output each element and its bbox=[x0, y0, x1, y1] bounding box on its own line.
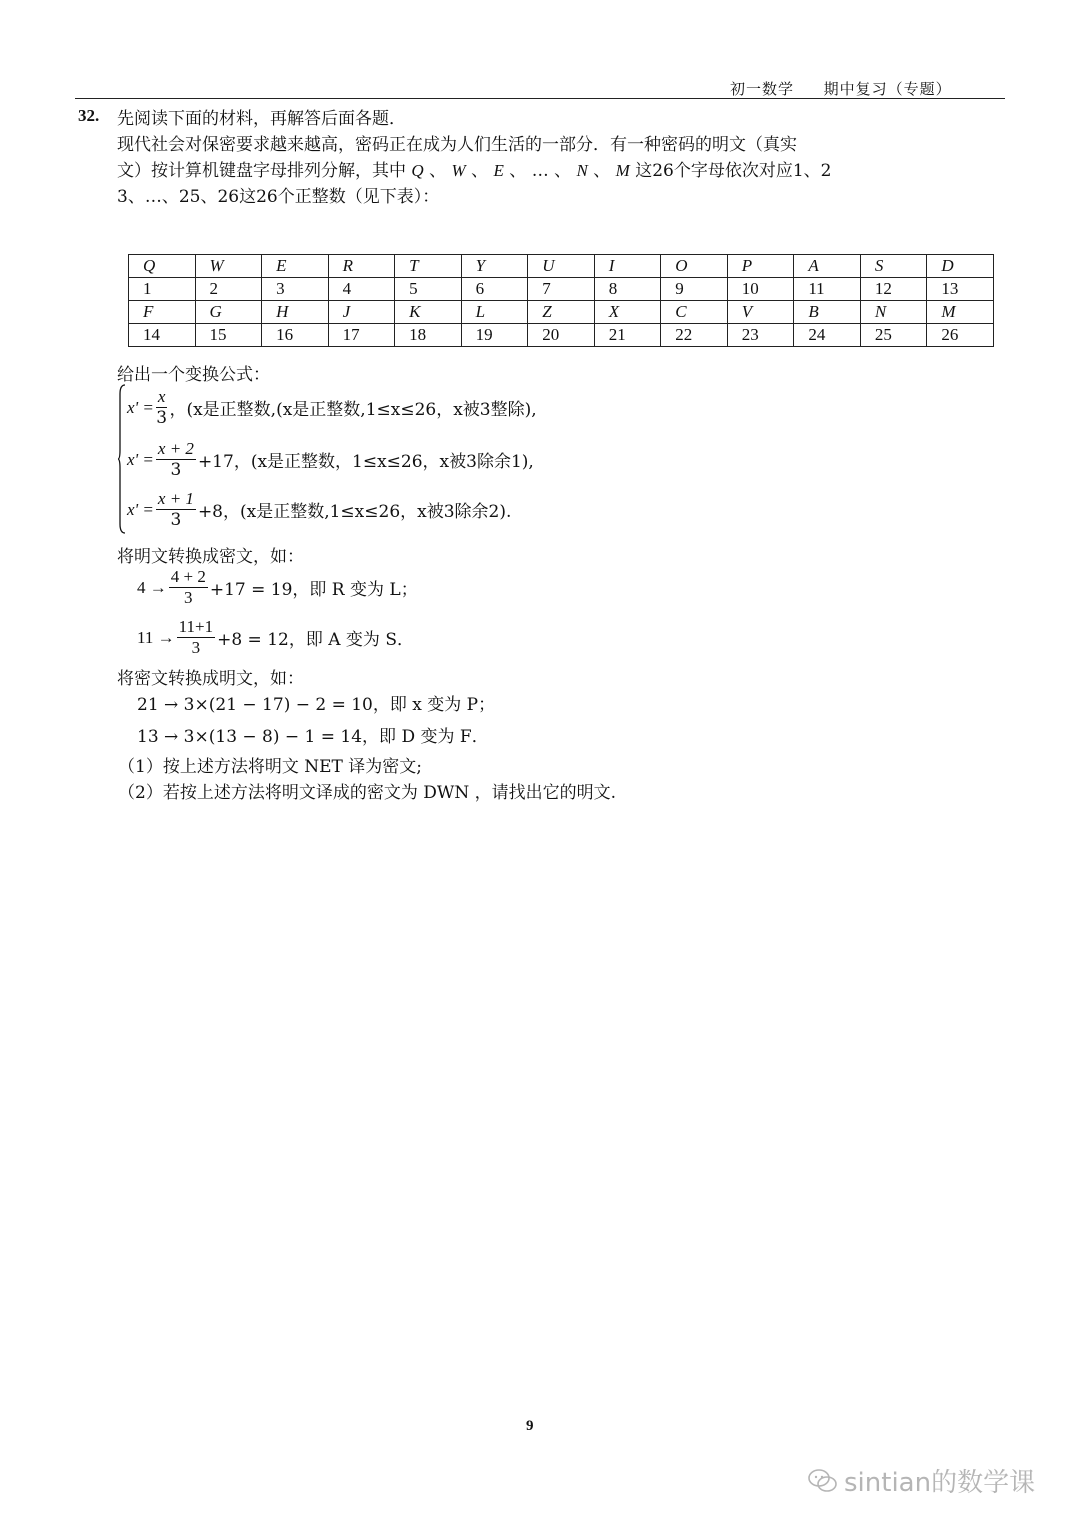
fraction bbox=[169, 568, 208, 607]
table-cell-number: 11 bbox=[794, 278, 861, 301]
table-cell-number: 21 bbox=[594, 324, 661, 347]
formula-case-1 bbox=[127, 388, 537, 427]
table-cell-letter: H bbox=[262, 301, 329, 324]
table-cell-number: 15 bbox=[195, 324, 262, 347]
fraction bbox=[156, 490, 196, 529]
watermark bbox=[808, 1462, 1035, 1499]
table-cell-number: 3 bbox=[262, 278, 329, 301]
table-cell-number: 18 bbox=[395, 324, 462, 347]
table-cell-letter: E bbox=[262, 255, 329, 278]
letter-e: E bbox=[493, 161, 504, 180]
table-cell-number: 14 bbox=[129, 324, 196, 347]
encrypt-example-2 bbox=[137, 618, 414, 657]
header-rule bbox=[75, 98, 1005, 99]
table-cell-number: 25 bbox=[860, 324, 927, 347]
decrypt-lead: 将密文转换成明文，如： bbox=[117, 669, 304, 689]
header-course: 初一数学 bbox=[730, 80, 795, 98]
table-row bbox=[129, 255, 994, 278]
separator: 、 bbox=[509, 161, 527, 181]
table-cell-letter: Q bbox=[129, 255, 196, 278]
formula-case-3 bbox=[127, 490, 511, 529]
table-cell-letter: R bbox=[328, 255, 395, 278]
denominator: 3 bbox=[170, 510, 182, 530]
table-cell-letter: O bbox=[661, 255, 728, 278]
example-result: +17 = 19，即 R 变为 L； bbox=[209, 580, 418, 600]
table-cell-number: 12 bbox=[860, 278, 927, 301]
numerator: 4 + 2 bbox=[170, 567, 206, 586]
table-cell-number: 2 bbox=[195, 278, 262, 301]
table-cell-number: 8 bbox=[594, 278, 661, 301]
fraction bbox=[177, 618, 215, 657]
table-cell-letter: K bbox=[395, 301, 462, 324]
table-cell-number: 24 bbox=[794, 324, 861, 347]
table-cell-number: 9 bbox=[661, 278, 728, 301]
question-number: 32. bbox=[78, 106, 100, 125]
separator: 、 bbox=[471, 161, 489, 181]
letter-number-table bbox=[128, 254, 994, 347]
table-cell-letter: A bbox=[794, 255, 861, 278]
table-cell-number: 6 bbox=[461, 278, 528, 301]
table-cell-number: 10 bbox=[727, 278, 794, 301]
numerator: 11+1 bbox=[178, 617, 214, 636]
formula-lhs: x' = bbox=[127, 499, 154, 519]
watermark-text: sintian的数学课 bbox=[844, 1468, 1036, 1498]
left-brace bbox=[118, 384, 126, 534]
ellipsis: … bbox=[531, 161, 549, 181]
table-cell-number: 20 bbox=[528, 324, 595, 347]
table-cell-letter: L bbox=[461, 301, 528, 324]
table-cell-letter: X bbox=[594, 301, 661, 324]
table-cell-letter: S bbox=[860, 255, 927, 278]
paragraph-line-2-b: 这26个字母依次对应1、2 bbox=[635, 161, 832, 181]
table-cell-letter: B bbox=[794, 301, 861, 324]
question-intro: 先阅读下面的材料，再解答后面各题． bbox=[117, 109, 406, 129]
encrypt-lead: 将明文转换成密文，如： bbox=[117, 547, 304, 567]
table-cell-letter: M bbox=[927, 301, 994, 324]
part-2: （2）若按上述方法将明文译成的密文为 DWN ，请找出它的明文. bbox=[118, 783, 617, 803]
decrypt-example-2: 13 → 3×(13 − 8) − 1 = 14，即 D 变为 F． bbox=[137, 727, 489, 747]
denominator: 3 bbox=[184, 588, 193, 607]
formula-case-2 bbox=[127, 440, 534, 479]
page-header bbox=[730, 78, 952, 99]
denominator: 3 bbox=[156, 408, 168, 428]
formula-lhs: x' = bbox=[127, 449, 154, 469]
formula-condition: +17，(x是正整数，1≤x≤26，x被3除余1), bbox=[197, 452, 534, 472]
formula-lead: 给出一个变换公式： bbox=[117, 365, 270, 385]
formula-condition: +8，(x是正整数,1≤x≤26，x被3除余2). bbox=[197, 502, 512, 522]
fraction bbox=[156, 388, 168, 427]
example-result: +8 = 12，即 A 变为 S． bbox=[217, 630, 414, 650]
table-cell-letter: J bbox=[328, 301, 395, 324]
decrypt-example-1: 21 → 3×(21 − 17) − 2 = 10，即 x 变为 P； bbox=[137, 695, 496, 715]
example-prefix: 4 → bbox=[137, 577, 167, 597]
table-cell-letter: G bbox=[195, 301, 262, 324]
letter-n: N bbox=[576, 161, 588, 180]
numerator: x bbox=[157, 387, 166, 406]
paragraph-line-3: 3、…、25、26这26个正整数（见下表）： bbox=[117, 187, 440, 207]
table-cell-letter: D bbox=[927, 255, 994, 278]
denominator: 3 bbox=[191, 638, 201, 657]
table-row bbox=[129, 324, 994, 347]
table-cell-number: 4 bbox=[328, 278, 395, 301]
table-cell-number: 1 bbox=[129, 278, 196, 301]
table-row bbox=[129, 278, 994, 301]
table-cell-letter: F bbox=[129, 301, 196, 324]
table-cell-letter: W bbox=[195, 255, 262, 278]
table-cell-letter: T bbox=[395, 255, 462, 278]
denominator: 3 bbox=[170, 460, 182, 480]
table-cell-number: 17 bbox=[328, 324, 395, 347]
table-cell-letter: Z bbox=[528, 301, 595, 324]
formula-condition: ，(x是正整数,(x是正整数,1≤x≤26，x被3整除), bbox=[169, 400, 537, 420]
table-cell-number: 7 bbox=[528, 278, 595, 301]
encrypt-example-1 bbox=[137, 568, 418, 607]
numerator: x + 2 bbox=[157, 439, 194, 458]
paragraph-line-2-a: 文）按计算机键盘字母排列分解，其中 bbox=[117, 161, 406, 181]
table-cell-number: 22 bbox=[661, 324, 728, 347]
table-row bbox=[129, 301, 994, 324]
formula-lhs: x' = bbox=[127, 397, 154, 417]
paragraph-line-1: 现代社会对保密要求越来越高，密码正在成为人们生活的一部分．有一种密码的明文（真实 bbox=[117, 135, 797, 155]
separator: 、 bbox=[429, 161, 447, 181]
table-cell-letter: P bbox=[727, 255, 794, 278]
wechat-icon bbox=[808, 1468, 838, 1494]
table-cell-letter: Y bbox=[461, 255, 528, 278]
table-cell-number: 26 bbox=[927, 324, 994, 347]
table-cell-number: 19 bbox=[461, 324, 528, 347]
part-1: （1）按上述方法将明文 NET 译为密文; bbox=[118, 757, 422, 777]
table-cell-number: 13 bbox=[927, 278, 994, 301]
separator: 、 bbox=[593, 161, 611, 181]
header-section: 期中复习（专题） bbox=[823, 80, 952, 98]
letter-w: W bbox=[451, 161, 466, 180]
table-cell-number: 23 bbox=[727, 324, 794, 347]
letter-m: M bbox=[615, 161, 630, 180]
table-cell-number: 5 bbox=[395, 278, 462, 301]
page-number: 9 bbox=[526, 1418, 534, 1434]
table-cell-letter: V bbox=[727, 301, 794, 324]
table-cell-letter: N bbox=[860, 301, 927, 324]
paragraph-line-2 bbox=[117, 156, 832, 181]
numerator: x + 1 bbox=[157, 489, 194, 508]
separator: 、 bbox=[554, 161, 572, 181]
table-cell-letter: U bbox=[528, 255, 595, 278]
example-prefix: 11 → bbox=[137, 627, 175, 647]
table-cell-letter: C bbox=[661, 301, 728, 324]
table-cell-letter: I bbox=[594, 255, 661, 278]
table-cell-number: 16 bbox=[262, 324, 329, 347]
fraction bbox=[156, 440, 196, 479]
letter-q: Q bbox=[411, 161, 424, 180]
